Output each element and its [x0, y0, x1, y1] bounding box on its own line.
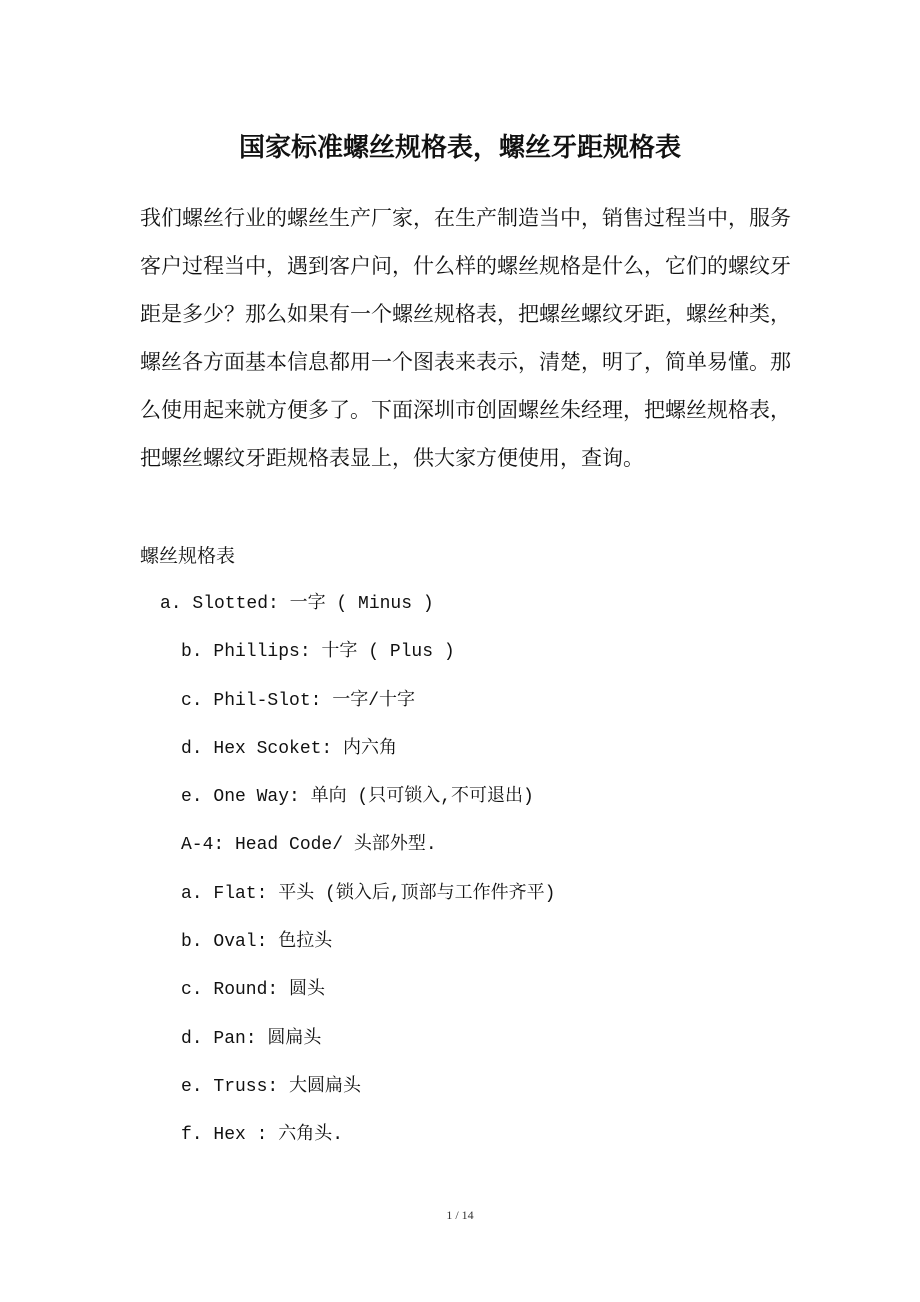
paragraph-line: 螺丝各方面基本信息都用一个图表来表示，清楚，明了，简单易懂。那 — [140, 350, 791, 374]
list-item: c. Phil-Slot: 一字/十字 — [181, 690, 416, 711]
list-item: a. Slotted: 一字 ( Minus ) — [160, 594, 434, 614]
list-item: e. Truss: 大圆扁头 — [181, 1076, 362, 1097]
paragraph-line: 把螺丝螺纹牙距规格表显上，供大家方便使用，查询。 — [140, 446, 644, 470]
list-item: c. Round: 圆头 — [181, 980, 326, 1001]
document-title: 国家标准螺丝规格表，螺丝牙距规格表 — [238, 133, 681, 163]
list-item: e. One Way: 单向 (只可锁入,不可退出) — [181, 787, 534, 808]
list-item: a. Flat: 平头 (锁入后,顶部与工作件齐平) — [181, 883, 556, 904]
list-item: A-4: Head Code/ 头部外型. — [181, 835, 437, 856]
intro-paragraph — [140, 198, 790, 486]
spec-list — [0, 586, 920, 1166]
list-item: d. Hex Scoket: 内六角 — [181, 738, 398, 759]
list-item: d. Pan: 圆扁头 — [181, 1028, 322, 1049]
paragraph-line: 客户过程当中，遇到客户问，什么样的螺丝规格是什么，它们的螺纹牙 — [140, 254, 791, 278]
paragraph-line: 我们螺丝行业的螺丝生产厂家，在生产制造当中，销售过程当中，服务 — [140, 206, 791, 230]
list-item: b. Phillips: 十字 ( Plus ) — [181, 642, 455, 663]
list-item: b. Oval: 色拉头 — [181, 932, 333, 953]
page-number: 1 / 14 — [446, 1208, 474, 1222]
list-item: f. Hex : 六角头. — [181, 1125, 344, 1146]
paragraph-line: 距是多少？那么如果有一个螺丝规格表，把螺丝螺纹牙距，螺丝种类， — [140, 302, 791, 326]
paragraph-line: 么使用起来就方便多了。下面深圳市创固螺丝朱经理，把螺丝规格表， — [140, 398, 791, 422]
section-heading: 螺丝规格表 — [140, 545, 236, 567]
